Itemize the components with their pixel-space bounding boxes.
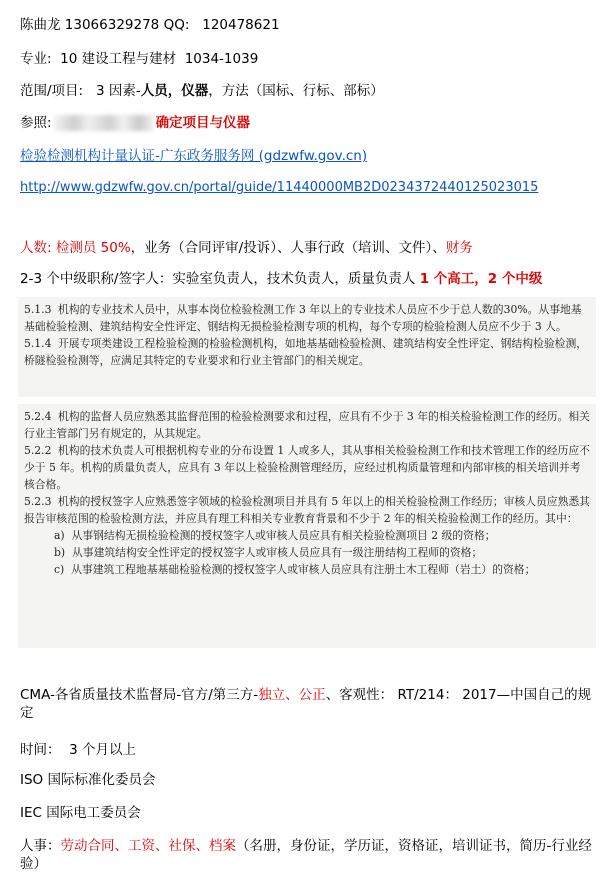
reference-label: 参照: (20, 115, 52, 131)
clause-number: 5.1.3 (24, 303, 52, 316)
clause-text: 机构的授权签字人应熟悉签字领域的检验检测项目并具有 5 年以上的相关检验检测工作经历；审核人员应熟悉其报告审核范围的检验检测方法，并应具有理工科相关专业教育背景和不少于 2 年的相关检验检测工作的经历。其中： (24, 495, 590, 525)
cma-highlight: 独立、公正 (258, 687, 326, 703)
clause-number: 5.2.3 (24, 495, 52, 508)
reference-line (20, 114, 250, 132)
iso-line: ISO 国际标准化委员会 (20, 772, 156, 788)
scope-line (20, 82, 384, 100)
item-text: 从事建筑结构安全性评定的授权签字人或审核人员应具有一级注册结构工程师的资格； (72, 546, 483, 559)
clause-item-c (18, 561, 596, 578)
clause-5-1-3 (18, 301, 596, 335)
scanned-excerpt-top (18, 297, 596, 397)
staff-inspectors: 检测员 50% (55, 240, 131, 256)
clause-5-2-4 (18, 408, 596, 442)
cma-suffix: 、客观性： RT/214： 2017—中国自己的规定 (20, 687, 592, 721)
staff-label: 人数: (20, 240, 52, 256)
staff-line (20, 239, 473, 257)
major-label: 专业: (20, 51, 61, 67)
clause-text: 机构的专业技术人员中，从事本岗位检验检测工作 3 年以上的专业技术人员应不少于总人数的30%。从事地基基础检验检测、建筑结构安全性评定、钢结构无损检验检测专项的机构，每个专项的检验检测人员应不少于 3 人。 (24, 303, 582, 333)
clause-item-b (18, 544, 596, 561)
clause-5-2-2 (18, 442, 596, 493)
clause-5-2-3 (18, 493, 596, 527)
item-mark: a) (54, 529, 65, 542)
item-text: 从事建筑工程地基基础检验检测的授权签字人或审核人员应具有注册土木工程师（岩土）的资格； (71, 563, 536, 576)
staff-middle: ，业务（合同评审/投诉）、人事行政（培训、文件）、 (130, 240, 446, 256)
guide-url-link[interactable]: http://www.gdzwfw.gov.cn/portal/guide/11440000MB2D0234372440125023015 (20, 180, 539, 195)
scope-sep: ， (167, 83, 182, 99)
clause-number: 5.2.4 (24, 410, 52, 423)
scanned-excerpt-bottom (18, 404, 596, 648)
clause-text: 机构的技术负责人可根据机构专业的分布设置 1 人或多人，其从事相关检验检测工作和技术管理工作的经历应不少于 5 年。机构的质量负责人，应具有 3 年以上检验检测管理经历，应经过机构质量管理和内部审核的相关培训并考核合格。 (24, 444, 590, 491)
reference-highlight: 确定项目与仪器 (155, 115, 251, 131)
clause-item-a (18, 527, 596, 544)
titles-text: 2-3 个中级职称/签字人：实验室负责人，技术负责人，质量负责人 (20, 271, 420, 287)
major-line (20, 50, 258, 68)
clause-5-1-4 (18, 335, 596, 369)
staff-finance: 财务 (445, 240, 473, 256)
redacted-blur (54, 115, 154, 131)
scope-people: 人员 (140, 83, 168, 99)
scope-instrument: 仪器 (181, 83, 209, 99)
scope-rest: ，方法（国标、行标、部标） (208, 83, 384, 99)
titles-highlight: 1 个高工，2 个中级 (419, 271, 543, 287)
scope-label: 范围/项目: 3 因素- (20, 83, 141, 99)
cma-prefix: CMA-各省质量技术监督局-官方/第三方- (20, 687, 259, 703)
hr-rest: （名册，身份证，学历证，资格证，培训证书，简历-行业经验） (20, 838, 592, 872)
item-text: 从事钢结构无损检验检测的授权签字人或审核人员应具有相关检验检测项目 2 级的资格； (71, 529, 496, 542)
clause-number: 5.2.2 (24, 444, 52, 457)
cma-line (20, 686, 595, 722)
iec-line: IEC 国际电工委员会 (20, 805, 141, 821)
clause-text: 开展专项类建设工程检验检测的检验检测机构，如地基基础检验检测、建筑结构安全性评定、钢结构检验检测，桥隧检验检测等，应满足其特定的专业要求和行业主管部门的相关规定。 (24, 337, 588, 367)
item-mark: c) (54, 563, 65, 576)
titles-line (20, 270, 542, 288)
major-value: 10 建设工程与建材 1034-1039 (60, 51, 259, 67)
time-line: 时间： 3 个月以上 (20, 742, 136, 758)
clause-text: 机构的监督人员应熟悉其监督范围的检验检测要求和过程，应具有不少于 3 年的相关检验检测工作的经历。相关行业主管部门另有规定的，从其规定。 (24, 410, 590, 440)
clause-number: 5.1.4 (24, 337, 52, 350)
hr-label: 人事： (20, 838, 61, 854)
contact-line: 陈曲龙 13066329278 QQ: 120478621 (20, 17, 280, 33)
hr-line (20, 837, 595, 873)
gdzwfw-link[interactable]: 检验检测机构计量认证-广东政务服务网 (gdzwfw.gov.cn) (20, 148, 368, 164)
item-mark: b) (54, 546, 66, 559)
hr-highlight: 劳动合同、工资、社保、档案 (60, 838, 236, 854)
